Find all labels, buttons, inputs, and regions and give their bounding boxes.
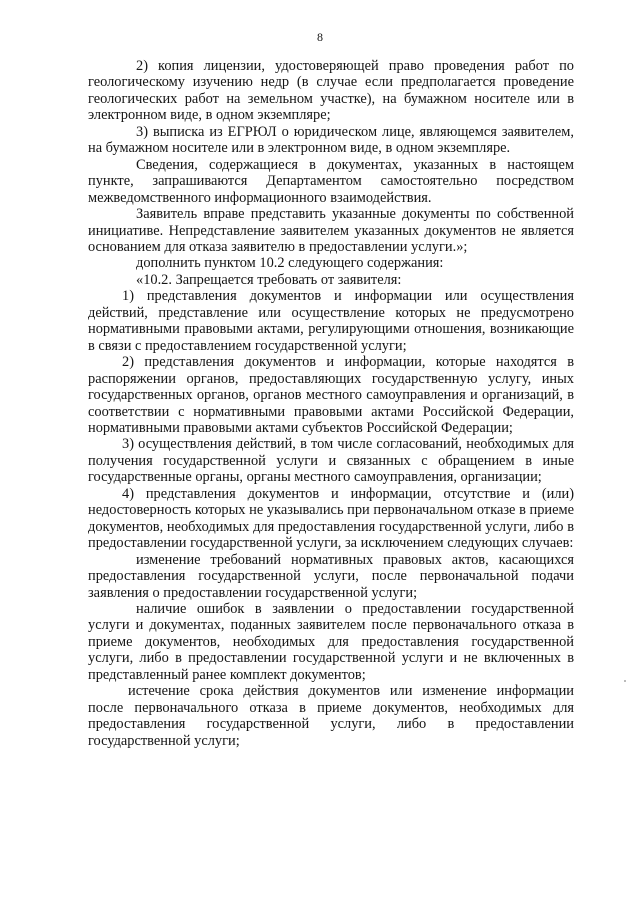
paragraph-egrul-extract: 3) выписка из ЕГРЮЛ о юридическом лице, являющемся заявителем, на бумажном носителе или в электронном виде, в одном экземпляре. <box>88 123 574 157</box>
paragraph-case-requirements-change: изменение требований нормативных правовых актов, касающихся предоставления государственной услуги, после первоначальной подачи заявления о предоставлении государственной услуги; <box>88 551 574 601</box>
paragraph-case-documents-expiry: истечение срока действия документов или изменение информации после первоначального отказа в приеме документов, необходимых для предоставления государственной услуги, либо в предоставлении государственной услуги; <box>88 683 574 749</box>
paragraph-interagency-request: Сведения, содержащиеся в документах, указанных в настоящем пункте, запрашиваются Департаментом самостоятельно посредством межведомственного информационного взаимодействия. <box>88 156 574 206</box>
paragraph-item-1: 1) представления документов и информации или осуществления действий, представление или осуществление которых не предусмотрено нормативными правовыми актами, регулирующими отношения, возникающие в связи с предоставлением государственной услуги; <box>88 288 574 354</box>
paragraph-applicant-initiative: Заявитель вправе представить указанные документы по собственной инициативе. Непредставление заявителем указанных документов не является основанием для отказа заявителю в предоставлении услуги.»; <box>88 206 574 255</box>
scan-artifact <box>624 680 626 682</box>
paragraph-amendment-intro: дополнить пунктом 10.2 следующего содержания: <box>136 255 444 272</box>
document-body <box>88 58 574 749</box>
page-number: 8 <box>317 30 323 44</box>
paragraph-item-2: 2) представления документов и информации, которые находятся в распоряжении органов, предоставляющих государственную услугу, иных государственных органов, органов местного самоуправления и организаций, в соответствии с нормативными правовыми актами Российской Федерации, нормативными правовыми актами субъектов Российской Федерации; <box>88 354 574 436</box>
paragraph-clause-10-2: «10.2. Запрещается требовать от заявителя: <box>136 271 402 288</box>
paragraph-license-copy: 2) копия лицензии, удостоверяющей право проведения работ по геологическому изучению недр (в случае если предполагается проведение геологических работ на земельном участке), на бумажном носителе или в электронном виде, в одном экземпляре; <box>88 58 574 124</box>
paragraph-item-3: 3) осуществления действий, в том числе согласований, необходимых для получения государственной услуги и связанных с обращением в иные государственные органы, органы местного самоуправления, организации; <box>88 436 574 486</box>
paragraph-case-application-errors: наличие ошибок в заявлении о предоставлении государственной услуги и документах, поданных заявителем после первоначального отказа в приеме документов, необходимых для предоставления государственной услуги, либо в предоставлении государственной услуги и не включенных в представленный ранее комплект документов; <box>88 600 574 683</box>
paragraph-item-4: 4) представления документов и информации, отсутствие и (или) недостоверность которых не указывались при первоначальном отказе в приеме документов, необходимых для предоставления государственной услуги, либо в предоставлении государственной услуги, за исключением следующих случаев: <box>88 485 574 552</box>
